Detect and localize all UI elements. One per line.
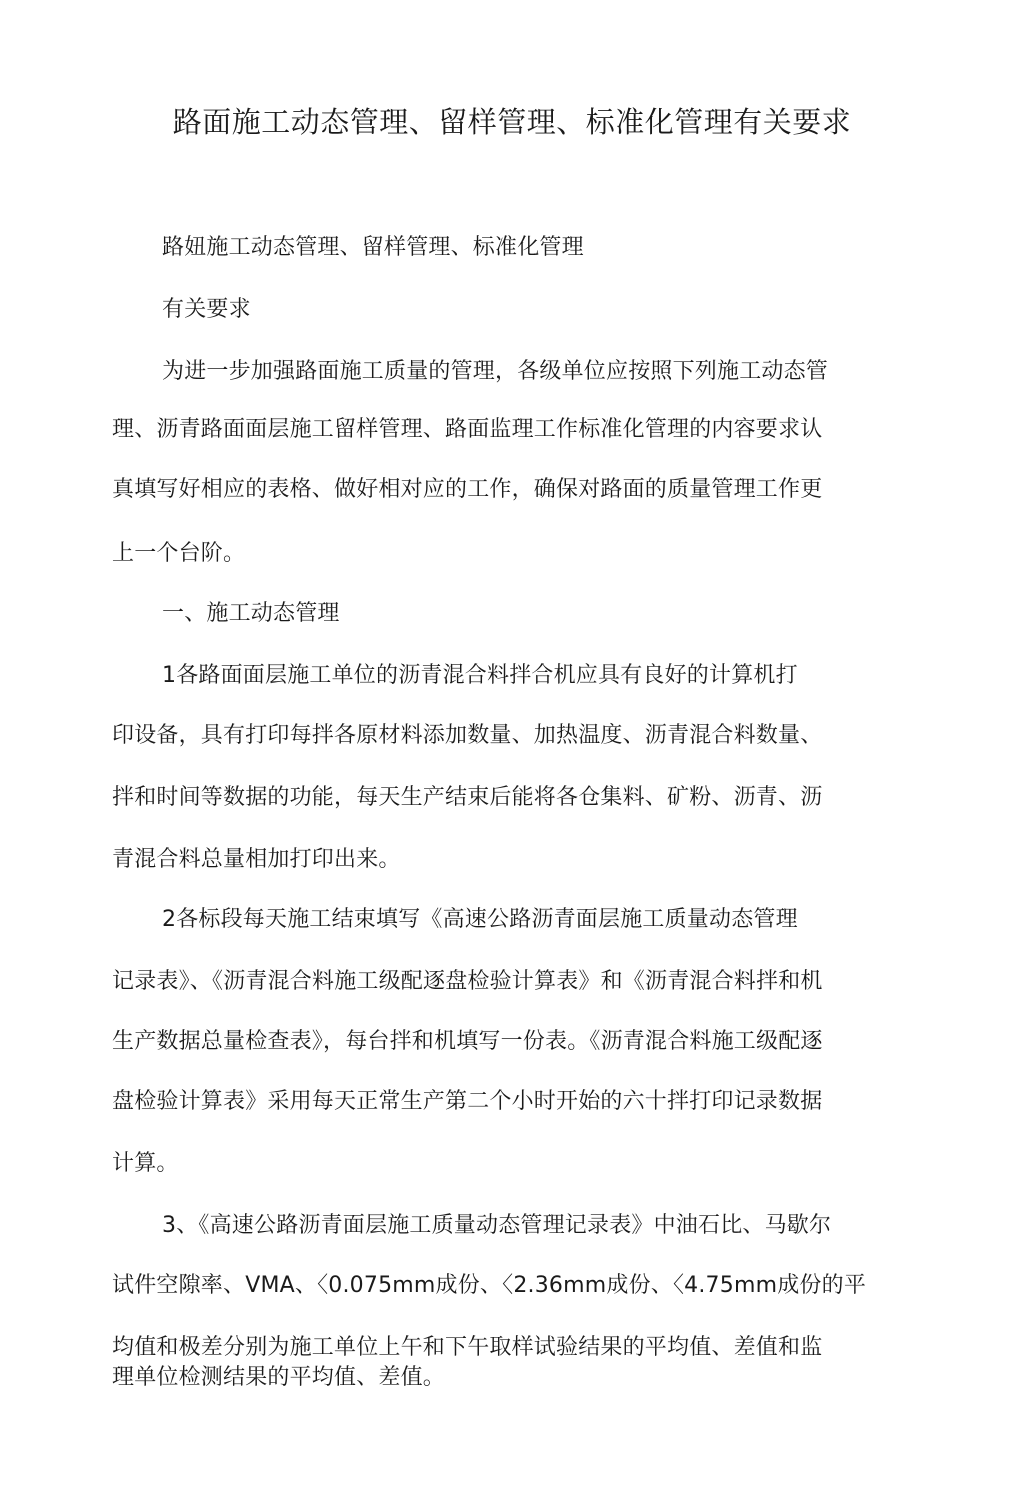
text-line: 青混合料总量相加打印出来。 (112, 847, 401, 872)
section-heading: 一、施工动态管理 (162, 601, 340, 626)
text-line: 有关要求 (162, 297, 251, 322)
text-line: 为进一步加强路面施工质量的管理，各级单位应按照下列施工动态管 (162, 359, 829, 384)
text-line: 盘检验计算表》采用每天正常生产第二个小时开始的六十拌打印记录数据 (112, 1089, 823, 1114)
text-line: 上一个台阶。 (112, 541, 246, 566)
text-line: 1各路面面层施工单位的沥青混合料拌合机应具有良好的计算机打 (162, 663, 798, 688)
text-line: 计算。 (112, 1151, 179, 1176)
text-line: 拌和时间等数据的功能，每天生产结束后能将各仓集料、矿粉、沥青、沥 (112, 785, 823, 810)
text-line: 印设备，具有打印每拌各原材料添加数量、加热温度、沥青混合料数量、 (112, 723, 823, 748)
text-line: 2各标段每天施工结束填写《高速公路沥青面层施工质量动态管理 (162, 907, 798, 932)
text-line: 生产数据总量检查表》，每台拌和机填写一份表。《沥青混合料施工级配逐 (112, 1029, 823, 1054)
text-line: 试件空隙率、VMA、〈0.075mm成份、〈2.36mm成份、〈4.75mm成份的平 (112, 1273, 867, 1298)
text-line: 3、《高速公路沥青面层施工质量动态管理记录表》中油石比、马歇尔 (162, 1213, 832, 1238)
document-title: 路面施工动态管理、留样管理、标准化管理有关要求 (172, 105, 852, 139)
text-line: 真填写好相应的表格、做好相对应的工作，确保对路面的质量管理工作更 (112, 477, 823, 502)
text-line: 理、沥青路面面层施工留样管理、路面监理工作标准化管理的内容要求认 (112, 417, 823, 442)
text-line: 理单位检测结果的平均值、差值。 (112, 1365, 446, 1390)
text-line: 均值和极差分别为施工单位上午和下午取样试验结果的平均值、差值和监 (112, 1335, 823, 1360)
text-line: 路妞施工动态管理、留样管理、标准化管理 (162, 235, 584, 260)
text-line: 记录表》、《沥青混合料施工级配逐盘检验计算表》和《沥青混合料拌和机 (112, 969, 823, 994)
